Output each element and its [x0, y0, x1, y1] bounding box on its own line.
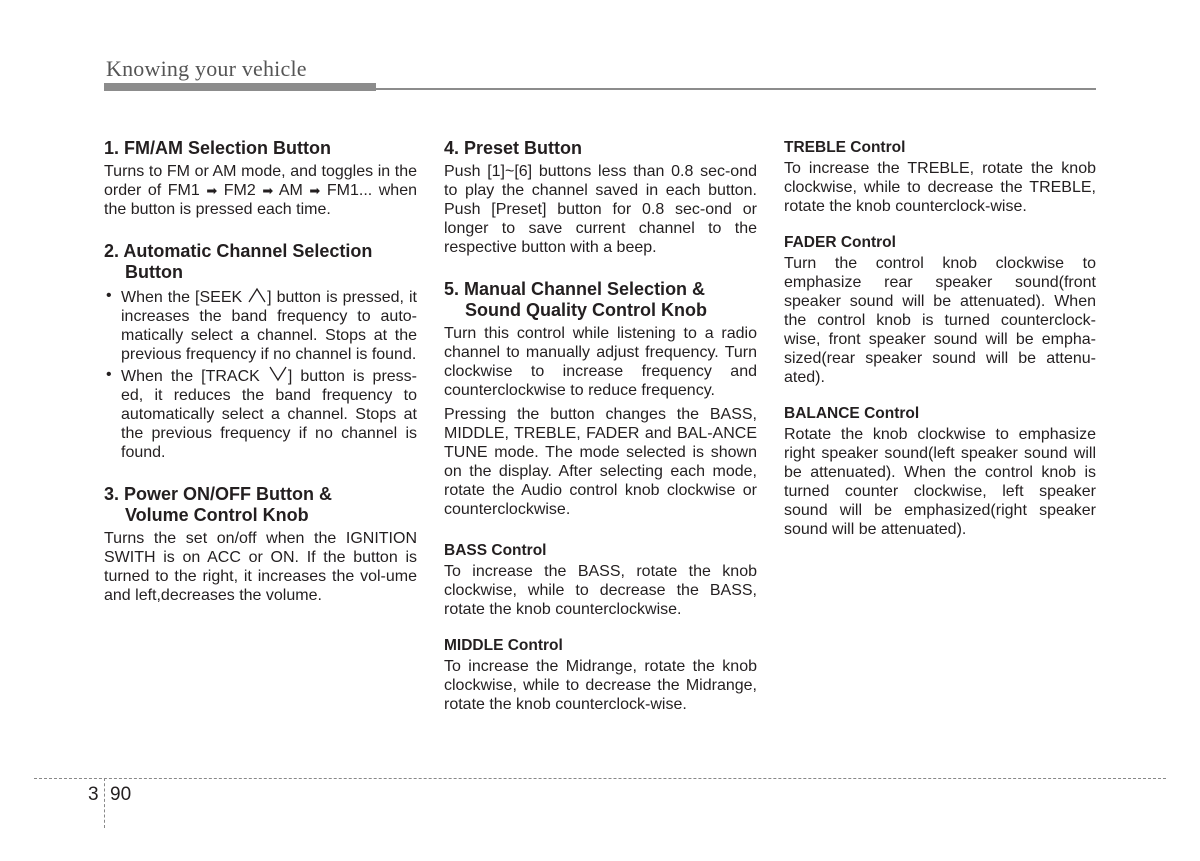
section-manual-channel [444, 279, 757, 519]
section-title: 2. Automatic Channel Selection Button [104, 241, 373, 282]
footer-rule [34, 778, 1166, 779]
section-text: Push [1]~[6] buttons less than 0.8 sec-ond to play the channel saved in each button. Push [Preset] button for 0.8 sec-ond or longer to save current channel to the respective button with a beep. [444, 163, 757, 256]
bullet-icon: • [106, 366, 112, 383]
header-rule-thick [104, 83, 376, 91]
list-item: • When the [TRACK ] button is press-ed, it reduces the band frequency to automatically select a channel. Stops at the previous frequency if no channel is found. [106, 366, 418, 461]
right-arrow-icon: ➡ [309, 183, 321, 198]
chapter-number: 3 [88, 784, 99, 805]
section-fm-am [104, 138, 417, 219]
list-item: • When the [SEEK ] button is pressed, it increases the band frequency to auto-matically select a channel. Stops at the previous frequency if no channel is found. [106, 287, 417, 363]
page-number: 90 [110, 784, 132, 805]
section-title: 3. Power ON/OFF Button & Volume Control Knob [104, 484, 332, 525]
section-text: Turn this control while listening to a radio channel to manually adjust frequency. Turn clockwise to increase frequency and counterclockwise to reduce frequency. [444, 325, 757, 399]
section-preset [444, 138, 757, 257]
footer-divider [104, 778, 105, 828]
subsection-text: To increase the Midrange, rotate the knob clockwise, while to decrease the Midrange, rotate the knob counterclock-wise. [444, 658, 757, 713]
subsection-title: FADER Control [784, 234, 896, 251]
section-text: Turns to FM or AM mode, and toggles in the order of FM1 ➡ FM2 ➡ AM ➡ FM1... when the button is pressed each time. [104, 163, 417, 218]
section-auto-channel [104, 241, 417, 462]
seek-up-icon [247, 286, 267, 304]
section-text: Pressing the button changes the BASS, MIDDLE, TREBLE, FADER and BAL-ANCE TUNE mode. The mode selected is shown on the display. After selecting each mode, rotate the Audio control knob clockwise or counterclockwise. [444, 406, 757, 518]
bullet-list [104, 286, 417, 462]
subsection-fader [784, 233, 1096, 387]
subsection-text: To increase the TREBLE, rotate the knob clockwise, while to decrease the TREBLE, rotate the knob counterclock-wise. [784, 160, 1096, 215]
column-3 [784, 138, 1096, 556]
section-title: 5. Manual Channel Selection & Sound Quality Control Knob [444, 279, 707, 320]
subsection-treble [784, 138, 1096, 216]
right-arrow-icon: ➡ [262, 183, 274, 198]
subsection-title: MIDDLE Control [444, 637, 563, 654]
subsection-bass [444, 541, 757, 619]
section-text: Turns the set on/off when the IGNITION SWITH is on ACC or ON. If the button is turned to the right, it increases the vol-ume and left,decreases the volume. [104, 530, 417, 604]
right-arrow-icon: ➡ [206, 183, 218, 198]
subsection-middle [444, 636, 757, 714]
header-title: Knowing your vehicle [106, 56, 307, 81]
subsection-title: BASS Control [444, 542, 547, 559]
subsection-text: Turn the control knob clockwise to emphasize rear speaker sound(front speaker sound will be attenuated). When the control knob is turned counterclock-wise, front speaker sound will be empha-sized(rear speaker sound will be attenu-ated). [784, 255, 1096, 386]
subsection-balance [784, 404, 1096, 539]
section-power-volume [104, 484, 417, 605]
section-title: 1. FM/AM Selection Button [104, 138, 331, 158]
subsection-text: To increase the BASS, rotate the knob clockwise, while to decrease the BASS, rotate the knob counterclockwise. [444, 563, 757, 618]
column-2 [444, 138, 757, 731]
track-down-icon [268, 365, 288, 383]
column-1 [104, 138, 417, 627]
bullet-icon: • [106, 287, 112, 304]
section-title: 4. Preset Button [444, 138, 583, 158]
header-rule-thin [376, 88, 1096, 90]
subsection-title: TREBLE Control [784, 139, 906, 156]
subsection-title: BALANCE Control [784, 405, 920, 422]
subsection-text: Rotate the knob clockwise to emphasize right speaker sound(left speaker sound will be attenuated). When the control knob is turned counter clockwise, left speaker sound will be emphasized(right speaker sound will be attenuated). [784, 426, 1096, 538]
